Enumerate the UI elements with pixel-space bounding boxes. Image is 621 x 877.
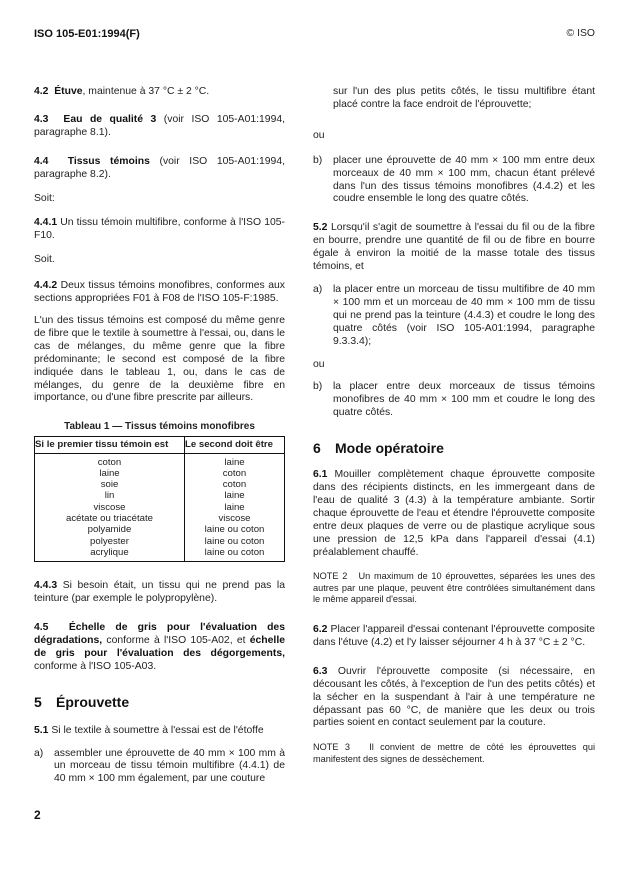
clause-5-2-b: b) la placer entre deux morceaux de tissus témoins monofibres de 40 mm × 100 mm et coudre le long des quatre côtés.	[313, 381, 595, 419]
soit-text-2: Soit.	[34, 254, 55, 266]
table-title: Tableau 1 — Tissus témoins monofibres	[64, 421, 255, 433]
clause-6-1: 6.1 Mouiller complètement chaque éprouvette composite dans des récipients distincts, en les immergeant dans de l'eau de qualité 3 (4.3) à la température ambiante. Sortir chaque éprouvette de l'eau et étendre l'éprouvette composite entre deux plaques de verre ou de plastique acrylique sous une pression de 12,5 kPa dans l'appareil d'essai (4.1) préalablement chauffé.	[313, 469, 595, 558]
clause-5-1-a: a) assembler une éprouvette de 40 mm × 100 mm à un morceau de tissu témoin multifibre (4.4.1) de 40 mm × 100 mm également, par une couture	[34, 747, 285, 785]
clause-4-4-2: 4.4.2 Deux tissus témoins monofibres, conformes aux sections appropriées F01 à F08 de l'ISO 105-F:1985.	[34, 280, 285, 305]
table-cell: laine ou coton	[185, 524, 285, 535]
clause-5-1-a-continued: sur l'un des plus petits côtés, le tissu multifibre étant placé contre la face endroit de l'éprouvette;	[333, 86, 595, 110]
left-column	[34, 86, 285, 822]
clause-4-4-3: 4.4.3 Si besoin était, un tissu qui ne prend pas la teinture (par exemple le polypropylène).	[34, 580, 285, 605]
clause-4-5: 4.5 Échelle de gris pour l'évaluation des dégradations, conforme à l'ISO 105-A02, et échelle de gris pour l'évaluation des dégorgements, conforme à l'ISO 105-A03.	[34, 622, 285, 672]
clause-5-2-a: a) la placer entre un morceau de tissu multifibre de 40 mm × 100 mm et un morceau de 40 mm × 100 mm de tissu qui ne prend pas la teinture (4.4.3) et coudre le long des quatre côtés (voir ISO 105-A01:1994, paragraphe 9.3.3.4);	[313, 283, 595, 347]
table-cell: polyamide	[35, 524, 185, 535]
table-cell: lin	[35, 490, 185, 501]
table-row	[35, 536, 285, 547]
clause-4-3: 4.3 Eau de qualité 3 (voir ISO 105-A01:1994, paragraphe 8.1).	[34, 113, 286, 138]
table-cell: coton	[185, 479, 285, 490]
table-cell: laine	[185, 490, 285, 501]
table-cell: viscose	[35, 502, 185, 513]
document-id: ISO 105-E01:1994(F)	[34, 28, 140, 40]
table-row	[35, 490, 285, 501]
clause-4-4-1: 4.4.1 Un tissu témoin multifibre, conforme à l'ISO 105-F10.	[34, 217, 285, 242]
table-cell: laine	[185, 502, 285, 513]
section-6-heading: 6 Mode opératoire	[313, 440, 444, 457]
table-cell: coton	[35, 453, 185, 468]
table-row	[35, 524, 285, 535]
table-cell: laine ou coton	[185, 536, 285, 547]
table-row	[35, 547, 285, 562]
note-2: NOTE 2 Un maximum de 10 éprouvettes, séparées les unes des autres par une plaque, peuvent être contrôlées simultanément dans le même appareil d'essai.	[313, 571, 595, 605]
table-row	[35, 502, 285, 513]
clause-5-1-b: b) placer une éprouvette de 40 mm × 100 mm entre deux morceaux de 40 mm × 100 mm, chacun étant prélevé dans l'un des tissus témoins monofibres (4.4.2) et les coudre ensemble le long des quatre côtés.	[313, 154, 595, 205]
table-cell: soie	[35, 479, 185, 490]
table-cell: acétate ou triacétate	[35, 513, 185, 524]
clause-4-2: 4.2 Étuve, maintenue à 37 °C ± 2 °C.	[34, 86, 210, 97]
table-cell: polyester	[35, 536, 185, 547]
ou-text: ou	[313, 129, 325, 141]
table-1	[34, 436, 285, 562]
copyright: © ISO	[566, 28, 595, 39]
clause-5-1: 5.1 Si le textile à soumettre à l'essai est de l'étoffe	[34, 724, 264, 736]
table-row	[35, 479, 285, 490]
paragraph-fibres: L'un des tissus témoins est composé du même genre de fibre que le textile à soumettre à l'essai, ou, dans le cas de mélanges, du même genre que la fibre prédominante; le second est composé de la fibre indiquée dans le tableau 1, ou, dans le cas de mélanges, du genre de la deuxième fibre en importance, ou d'une fibre prescrite par ailleurs.	[34, 314, 285, 404]
table-cell: acrylique	[35, 547, 185, 562]
soit-text: Soit:	[34, 192, 55, 204]
table-cell: coton	[185, 468, 285, 479]
table-row	[35, 468, 285, 479]
clause-5-2: 5.2 Lorsqu'il s'agit de soumettre à l'essai du fil ou de la fibre en bourre, prendre une quantité de fil ou de fibre en bourre égale à environ la moitié de la masse totale des tissus témoins, et	[313, 222, 595, 273]
right-column	[313, 86, 595, 765]
clause-4-4: 4.4 Tissus témoins (voir ISO 105-A01:1994, paragraphe 8.2).	[34, 155, 285, 180]
table-row	[35, 453, 285, 468]
page-number: 2	[34, 808, 41, 823]
section-5-heading: 5 Éprouvette	[34, 693, 130, 710]
note-3: NOTE 3 Il convient de mettre de côté les éprouvettes qui manifestent des signes de dessèchement.	[313, 742, 595, 764]
table-cell: viscose	[185, 513, 285, 524]
table-cell: laine	[35, 468, 185, 479]
table-row	[35, 513, 285, 524]
clause-6-2: 6.2 Placer l'appareil d'essai contenant l'éprouvette composite dans l'étuve (4.2) et l'y laisser séjourner 4 h à 37 °C ± 2 °C.	[313, 623, 595, 648]
table-header: Si le premier tissu témoin est	[35, 437, 185, 453]
table-cell: laine	[185, 453, 285, 468]
ou-text-2: ou	[313, 358, 325, 370]
clause-6-3: 6.3 Ouvrir l'éprouvette composite (si nécessaire, en décousant les côtés, à l'exception de l'un des petits côtés) et la sécher en la suspendant à l'air à une température ne dépassant pas 60 °C, de manière que les deux ou trois parties soient en contact seulement par la couture.	[313, 665, 595, 729]
table-cell: laine ou coton	[185, 547, 285, 562]
table-header: Le second doit être	[185, 437, 285, 453]
